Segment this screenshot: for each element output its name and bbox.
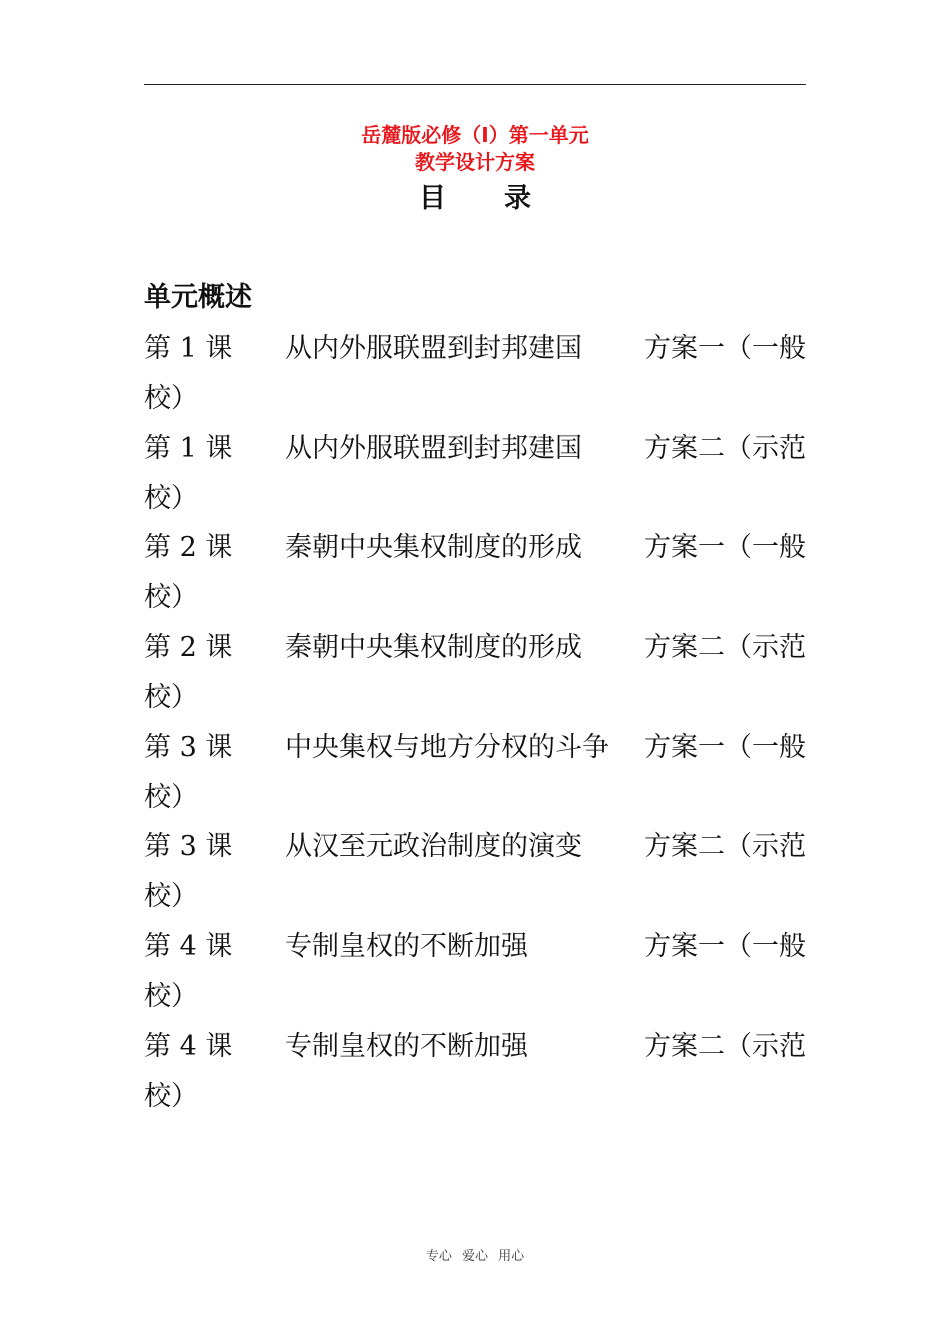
toc-entry[interactable]	[144, 1023, 806, 1123]
toc-entry-wrap: 校）	[144, 682, 198, 714]
title-line-1: 岳麓版必修（Ⅰ）第一单元	[361, 123, 589, 147]
toc-entry-plan: 方案二（示范	[644, 432, 806, 464]
toc-entry-topic: 从汉至元政治制度的演变	[285, 831, 582, 863]
toc-entry-wrap: 校）	[144, 781, 198, 813]
toc-entry[interactable]	[144, 724, 806, 824]
toc-list	[144, 325, 806, 1123]
toc-entry-plan: 方案一（一般	[644, 333, 806, 364]
toc-entry-plan: 方案二（示范	[644, 632, 806, 664]
toc-entry-topic: 从内外服联盟到封邦建国	[285, 333, 582, 364]
toc-entry-lesson: 第 2 课	[144, 632, 233, 664]
toc-entry-plan: 方案二（示范	[644, 831, 806, 863]
toc-entry-plan: 方案一（一般	[644, 532, 806, 564]
toc-entry-lesson: 第 3 课	[144, 831, 233, 863]
toc-entry-lesson: 第 4 课	[144, 931, 233, 963]
toc-entry[interactable]	[144, 624, 806, 724]
section-title: 单元概述	[144, 282, 252, 313]
toc-entry-topic: 秦朝中央集权制度的形成	[285, 632, 582, 664]
document-title	[144, 122, 806, 176]
toc-heading-right: 录	[504, 183, 531, 214]
title-line-2: 教学设计方案	[415, 150, 535, 174]
toc-entry-topic: 从内外服联盟到封邦建国	[285, 432, 582, 464]
page-footer: 专心 爱心 用心	[425, 1249, 525, 1264]
toc-entry-wrap: 校）	[144, 383, 198, 414]
toc-entry[interactable]	[144, 524, 806, 624]
toc-heading	[144, 181, 806, 217]
toc-entry-lesson: 第 4 课	[144, 1030, 233, 1062]
toc-entry-plan: 方案一（一般	[644, 931, 806, 963]
toc-entry-plan: 方案一（一般	[644, 731, 806, 763]
toc-entry[interactable]	[144, 823, 806, 923]
toc-entry-lesson: 第 1 课	[144, 333, 233, 364]
toc-entry-wrap: 校）	[144, 1080, 198, 1112]
toc-entry-lesson: 第 2 课	[144, 532, 233, 564]
toc-entry-plan: 方案二（示范	[644, 1030, 806, 1062]
toc-entry-wrap: 校）	[144, 582, 198, 614]
toc-entry-lesson: 第 3 课	[144, 731, 233, 763]
toc-heading-left: 目	[419, 183, 446, 214]
toc-entry[interactable]	[144, 425, 806, 525]
toc-entry[interactable]	[144, 923, 806, 1023]
toc-entry-topic: 秦朝中央集权制度的形成	[285, 532, 582, 564]
toc-entry-topic: 专制皇权的不断加强	[285, 1030, 528, 1062]
header-rule	[144, 84, 806, 85]
toc-entry-wrap: 校）	[144, 482, 198, 514]
toc-entry-lesson: 第 1 课	[144, 432, 233, 464]
toc-entry-topic: 专制皇权的不断加强	[285, 931, 528, 963]
toc-entry[interactable]	[144, 325, 806, 425]
toc-entry-wrap: 校）	[144, 981, 198, 1013]
toc-entry-topic: 中央集权与地方分权的斗争	[285, 731, 609, 763]
toc-entry-wrap: 校）	[144, 881, 198, 913]
